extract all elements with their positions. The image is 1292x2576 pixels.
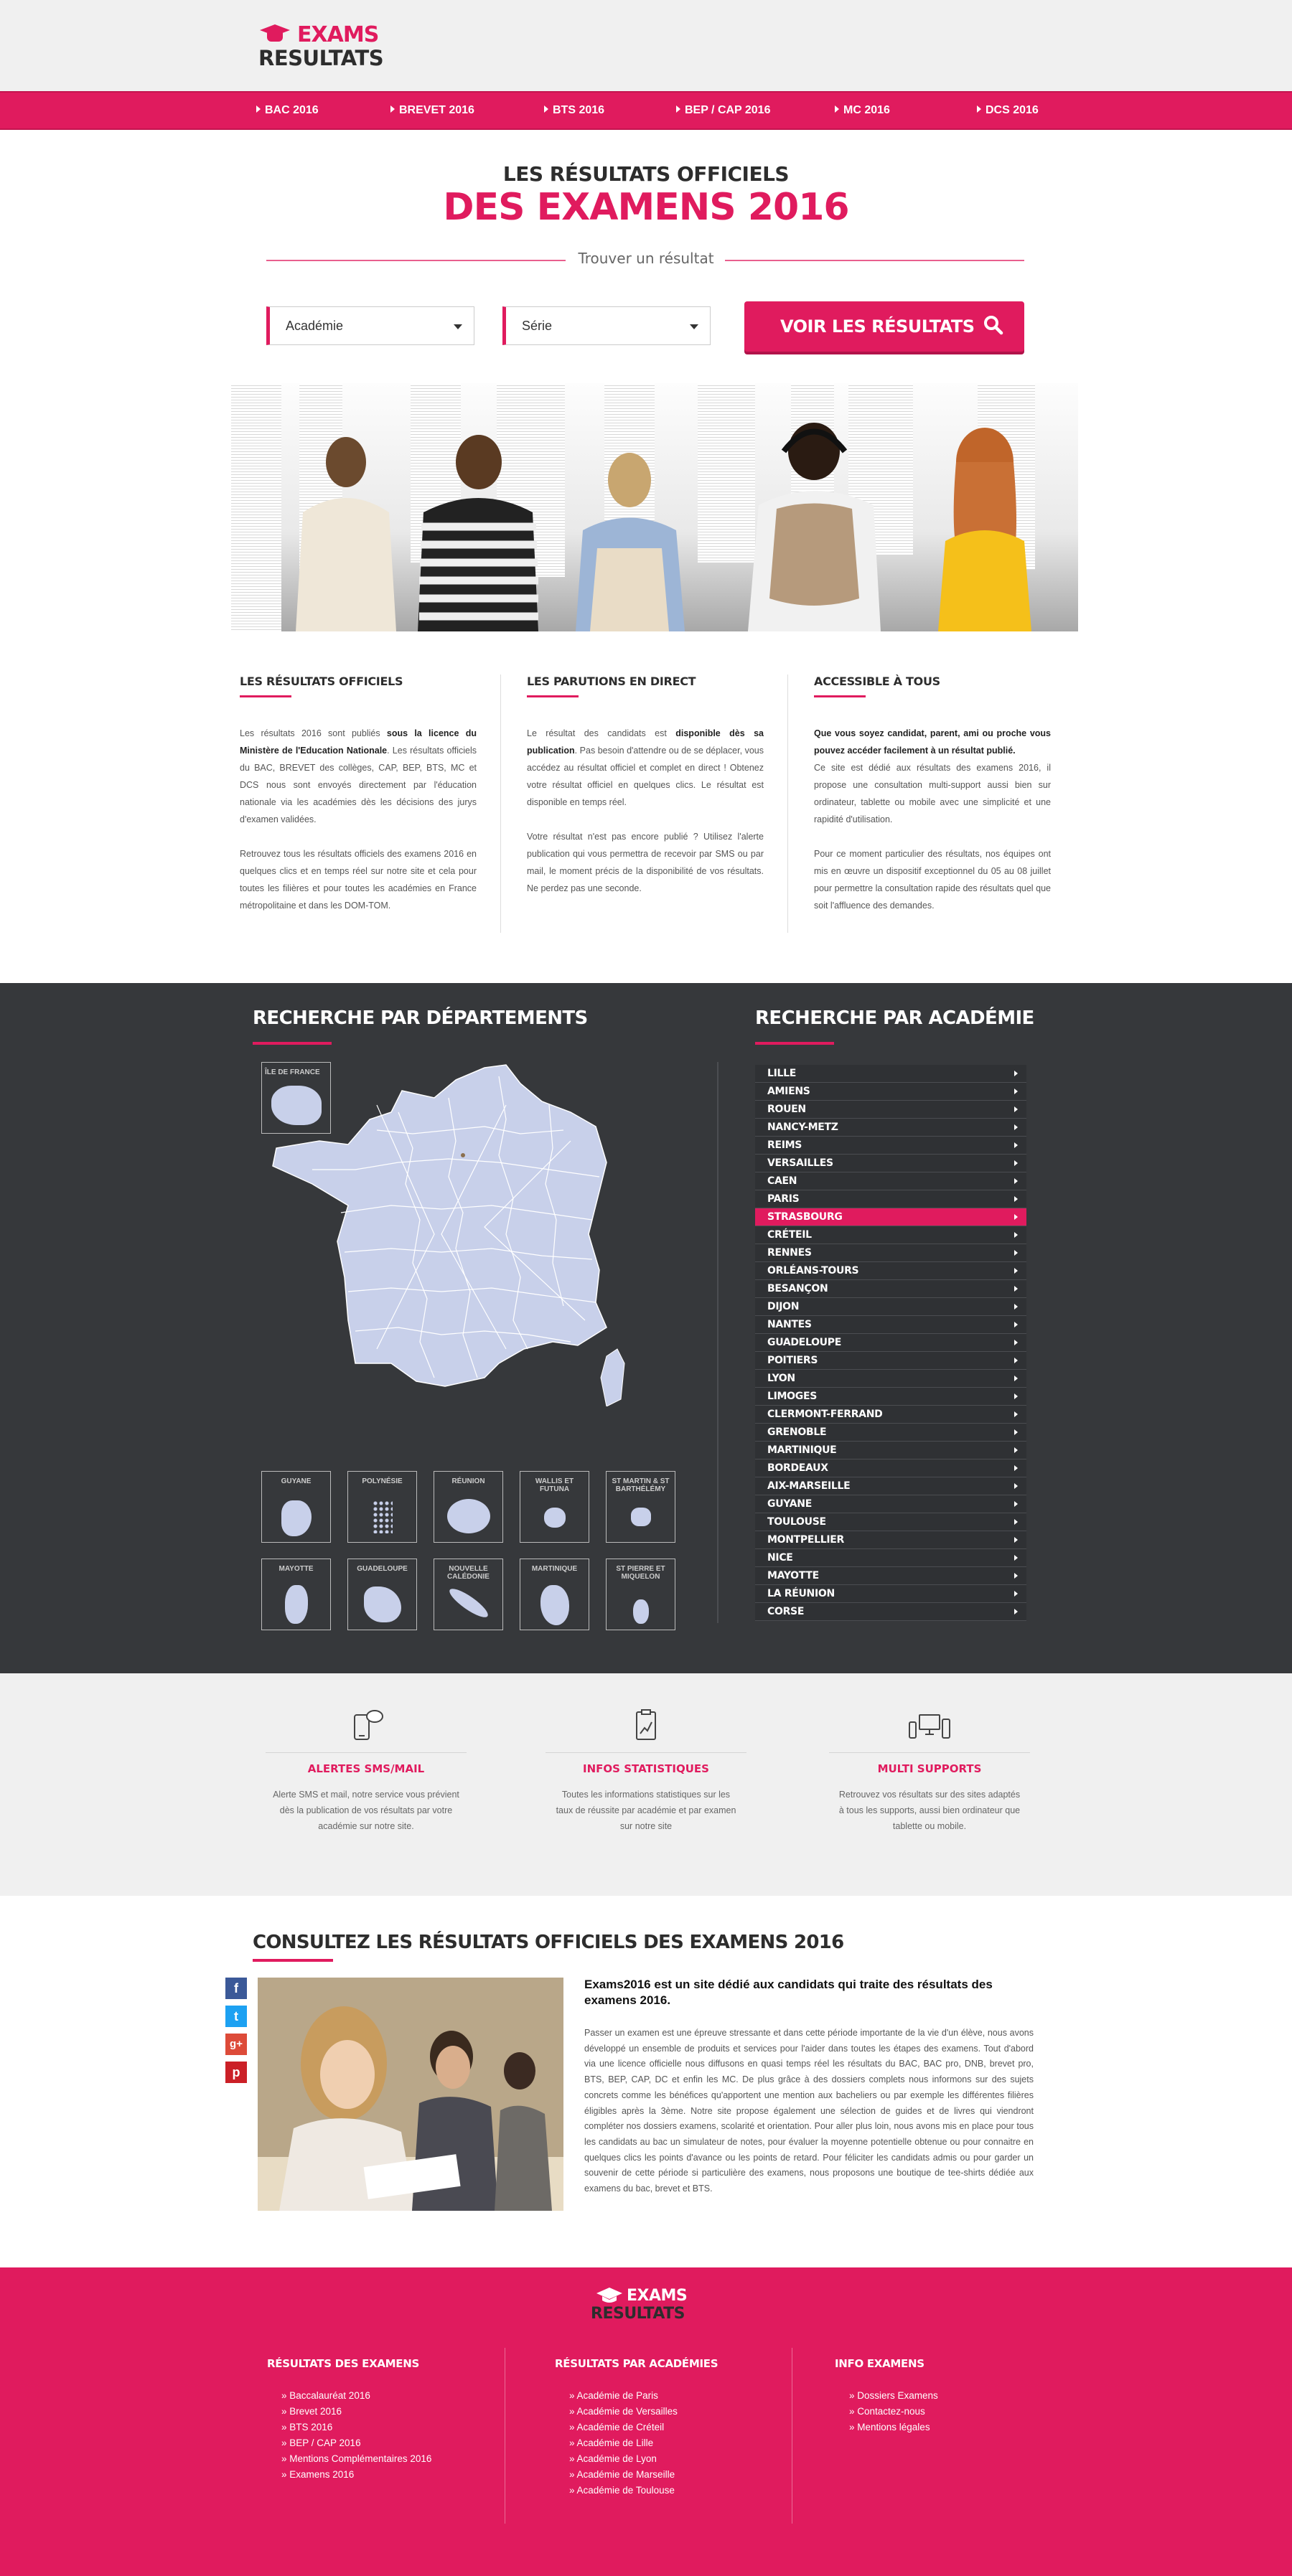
academy-label: LA RÉUNION bbox=[767, 1588, 835, 1599]
logo-text-exams: EXAMS bbox=[297, 22, 379, 47]
academy-item[interactable] bbox=[755, 1083, 1026, 1101]
google-plus-icon[interactable]: g+ bbox=[225, 2034, 247, 2055]
caret-right-icon bbox=[1014, 1393, 1018, 1399]
caret-right-icon bbox=[1014, 1447, 1018, 1453]
academy-label: MONTPELLIER bbox=[767, 1534, 845, 1546]
footer-link[interactable]: » Académie de Lyon bbox=[569, 2453, 657, 2464]
footer-link[interactable]: » Dossiers Examens bbox=[849, 2390, 938, 2401]
academy-item[interactable] bbox=[755, 1567, 1026, 1585]
footer-link[interactable]: » Contactez-nous bbox=[849, 2406, 925, 2417]
footer-link[interactable]: » Examens 2016 bbox=[281, 2469, 355, 2480]
footer-link[interactable]: » Baccalauréat 2016 bbox=[281, 2390, 370, 2401]
academy-item[interactable] bbox=[755, 1137, 1026, 1155]
academy-label: NICE bbox=[767, 1552, 793, 1564]
region-shape bbox=[285, 1585, 308, 1624]
caret-right-icon bbox=[544, 105, 548, 113]
map-inset-guadeloupe[interactable]: GUADELOUPE bbox=[347, 1559, 417, 1630]
academy-item[interactable] bbox=[755, 1442, 1026, 1459]
main-nav bbox=[0, 91, 1292, 130]
dept-search-title: RECHERCHE PAR DÉPARTEMENTS bbox=[253, 1007, 588, 1029]
col-title: LES RÉSULTATS OFFICIELS bbox=[240, 674, 403, 688]
academy-label: MAYOTTE bbox=[767, 1570, 819, 1581]
caret-right-icon bbox=[1014, 1591, 1018, 1597]
academy-item[interactable] bbox=[755, 1549, 1026, 1567]
students-banner-image bbox=[231, 383, 1078, 631]
chevron-down-icon bbox=[690, 324, 698, 329]
academy-label: AMIENS bbox=[767, 1086, 810, 1097]
academy-item[interactable] bbox=[755, 1316, 1026, 1334]
footer-link[interactable]: » Académie de Toulouse bbox=[569, 2485, 675, 2496]
region-shape bbox=[373, 1500, 393, 1533]
footer-link[interactable]: » Mentions Complémentaires 2016 bbox=[281, 2453, 432, 2464]
twitter-icon[interactable]: t bbox=[225, 2006, 247, 2027]
caret-right-icon bbox=[1014, 1214, 1018, 1220]
feature-divider bbox=[829, 1752, 1030, 1753]
academy-item[interactable] bbox=[755, 1531, 1026, 1549]
info-col-official bbox=[240, 674, 477, 931]
caret-right-icon bbox=[1014, 1268, 1018, 1274]
hero-title: DES EXAMENS 2016 bbox=[443, 186, 849, 229]
map-inset-mayotte[interactable]: MAYOTTE bbox=[261, 1559, 331, 1630]
feature-divider bbox=[546, 1752, 746, 1753]
caret-right-icon bbox=[1014, 1411, 1018, 1417]
feature-title: MULTI SUPPORTS bbox=[877, 1762, 982, 1775]
footer-link[interactable]: » BEP / CAP 2016 bbox=[281, 2438, 361, 2448]
nav-item-brevet[interactable]: BREVET 2016 bbox=[390, 104, 474, 117]
footer-logo[interactable] bbox=[591, 2287, 713, 2330]
column-divider bbox=[500, 674, 501, 933]
academy-label: STRASBOURG bbox=[767, 1211, 843, 1223]
region-shape bbox=[447, 1499, 490, 1533]
site-footer bbox=[0, 2267, 1292, 2576]
title-underline bbox=[253, 1959, 333, 1962]
academy-item[interactable] bbox=[755, 1065, 1026, 1083]
title-underline bbox=[253, 1042, 332, 1045]
footer-link[interactable]: » Académie de Lille bbox=[569, 2438, 654, 2448]
academy-item[interactable] bbox=[755, 1119, 1026, 1137]
academy-label: GUADELOUPE bbox=[767, 1337, 841, 1348]
caret-right-icon bbox=[256, 105, 261, 113]
region-shape bbox=[364, 1587, 401, 1622]
consult-body: Passer un examen est une épreuve stressante et dans cette période importante de la vie d'un élève, nous avons développé un ensemble de produits et services pour l'aider dans toutes les étapes des examens. Tout d'abord via une licence officielle nous diffusons en quasi temps réel les résultats du BAC, BAC pro, DNB, brevet pro, BTS, BEP, CAP, DC et enfin les MC. De plus grâce à des dossiers complets nous informons sur des sujets concrets comme les bénéfices qu'apportent une mention aux bacheliers ou par exemple les différentes filières éligibles après la 3ème. Notre site propose également une sélection de guides et de livres qui viendront compléter nos dossiers examens, scolarité et orientation. Pour aller plus loin, nous avons mis en place pour tous les candidats au bac un simulateur de notes, pour évaluer la moyenne potentielle obtenue ou pour connaitre en quelques clics les points d'avance ou les points de retard. Pour féliciter les candidats admis ou pour garder un souvenir de cette période si particulière des examens, nous proposons une boutique de tee-shirts dédiée aux examens du bac, brevet et BTS. bbox=[584, 2028, 1034, 2194]
academy-label: GUYANE bbox=[767, 1498, 812, 1510]
caret-right-icon bbox=[1014, 1286, 1018, 1292]
caret-right-icon bbox=[676, 105, 680, 113]
col-paragraph: Votre résultat n'est pas encore publié ? Utilisez l'alerte publication qui vous permettra de recevoir par SMS ou par mail, le moment précis de la disponibilité de vos résultats. Ne perdez pas une seconde. bbox=[527, 832, 764, 893]
feature-desc: Alerte SMS et mail, notre service vous prévient dès la publication de vos résultats par votre académie sur notre site. bbox=[273, 1790, 459, 1831]
footer-link[interactable]: » Académie de Marseille bbox=[569, 2469, 675, 2480]
map-inset-reunion[interactable]: RÉUNION bbox=[434, 1471, 503, 1543]
col-paragraph: Les résultats 2016 sont publiés sous la licence du Ministère de l'Education Nationale. Les résultats officiels du BAC, BREVET des collèges, CAP, BEP, BTS, MC et DCS nous sont envoyés directement par l'éducation nationale via les académies dès les décisions des jurys d'examen validées. bbox=[240, 728, 477, 824]
map-inset-guyane[interactable]: GUYANE bbox=[261, 1471, 331, 1543]
caret-right-icon bbox=[1014, 1106, 1018, 1112]
info-col-live bbox=[527, 674, 764, 914]
caret-right-icon bbox=[835, 105, 839, 113]
nav-item-bts[interactable]: BTS 2016 bbox=[544, 104, 604, 117]
pinterest-icon[interactable]: p bbox=[225, 2062, 247, 2083]
academy-item[interactable] bbox=[755, 1334, 1026, 1352]
caret-right-icon bbox=[1014, 1609, 1018, 1614]
graduation-cap-icon bbox=[258, 24, 291, 46]
academy-label: REIMS bbox=[767, 1139, 802, 1151]
logo-text-resultats: RESULTATS bbox=[258, 46, 384, 70]
caret-right-icon bbox=[1014, 1465, 1018, 1471]
academy-item[interactable] bbox=[755, 1459, 1026, 1477]
title-underline bbox=[527, 695, 579, 697]
academy-label: AIX-MARSEILLE bbox=[767, 1480, 851, 1492]
students-figures bbox=[231, 383, 1078, 631]
academy-label: RENNES bbox=[767, 1247, 812, 1259]
academy-item[interactable] bbox=[755, 1513, 1026, 1531]
caret-right-icon bbox=[1014, 1160, 1018, 1166]
caret-right-icon bbox=[1014, 1555, 1018, 1561]
academy-item[interactable] bbox=[755, 1262, 1026, 1280]
col-paragraph: Retrouvez tous les résultats officiels des examens 2016 en quelques clics et en temps réel sur notre site et cela pour toutes les filières et pour toutes les académies en France métropolitaine et dans les DOM-TOM. bbox=[240, 849, 477, 911]
footer-col-title: INFO EXAMENS bbox=[835, 2357, 924, 2370]
nav-item-mc[interactable]: MC 2016 bbox=[835, 104, 890, 117]
academy-label: NANTES bbox=[767, 1319, 812, 1330]
academie-select[interactable]: Académie bbox=[266, 306, 474, 345]
academy-item[interactable] bbox=[755, 1477, 1026, 1495]
region-shape bbox=[633, 1599, 649, 1624]
map-inset-martinique[interactable]: MARTINIQUE bbox=[520, 1559, 589, 1630]
footer-logo-resultats: RESULTATS bbox=[591, 2305, 685, 2323]
acad-search-title: RECHERCHE PAR ACADÉMIE bbox=[755, 1007, 1034, 1029]
search-section bbox=[0, 983, 1292, 1673]
divider-right bbox=[725, 260, 1024, 261]
col-paragraph: Le résultat des candidats est disponible dès sa publication. Pas besoin d'attendre ou de se déplacer, vous accédez au résultat officiel et complet en direct ! Obtenez votre résultat officiel en quelques clics. Le résultat est disponible en temps réel. bbox=[527, 728, 764, 807]
facebook-icon[interactable]: f bbox=[225, 1978, 247, 1999]
map-inset-polynesie[interactable]: POLYNÉSIE bbox=[347, 1471, 417, 1543]
academy-label: CAEN bbox=[767, 1175, 797, 1187]
map-inset-st-pierre[interactable]: ST PIERRE ET MIQUELON bbox=[606, 1559, 675, 1630]
info-columns bbox=[0, 631, 1292, 983]
academy-label: NANCY-METZ bbox=[767, 1122, 838, 1133]
academy-item[interactable] bbox=[755, 1406, 1026, 1424]
map-inset-st-martin[interactable]: ST MARTIN & ST BARTHÉLÉMY bbox=[606, 1471, 675, 1543]
academy-label: CRÉTEIL bbox=[767, 1229, 812, 1241]
site-logo[interactable] bbox=[258, 24, 388, 72]
caret-right-icon bbox=[1014, 1124, 1018, 1130]
caret-right-icon bbox=[1014, 1196, 1018, 1202]
col-title: ACCESSIBLE À TOUS bbox=[814, 674, 940, 688]
academy-item[interactable] bbox=[755, 1190, 1026, 1208]
academy-label: POITIERS bbox=[767, 1355, 818, 1366]
graduation-cap-icon bbox=[596, 2288, 622, 2305]
academy-item[interactable] bbox=[755, 1388, 1026, 1406]
students-exam-illustration bbox=[258, 1978, 563, 2211]
footer-link[interactable]: » Académie de Versailles bbox=[569, 2406, 678, 2417]
academy-item[interactable] bbox=[755, 1155, 1026, 1172]
footer-link[interactable]: » Mentions légales bbox=[849, 2422, 930, 2432]
academy-item[interactable] bbox=[755, 1280, 1026, 1298]
chevron-down-icon bbox=[454, 324, 462, 329]
academy-label: BESANÇON bbox=[767, 1283, 828, 1294]
serie-select[interactable]: Série bbox=[502, 306, 711, 345]
caret-right-icon bbox=[1014, 1250, 1018, 1256]
academy-item[interactable] bbox=[755, 1298, 1026, 1316]
caret-right-icon bbox=[1014, 1358, 1018, 1363]
academy-item[interactable] bbox=[755, 1101, 1026, 1119]
nav-item-dcs[interactable]: DCS 2016 bbox=[977, 104, 1039, 117]
academy-label: GRENOBLE bbox=[767, 1426, 827, 1438]
caret-right-icon bbox=[1014, 1071, 1018, 1076]
caret-right-icon bbox=[1014, 1178, 1018, 1184]
caret-right-icon bbox=[1014, 1376, 1018, 1381]
caret-right-icon bbox=[1014, 1501, 1018, 1507]
academy-label: CLERMONT-FERRAND bbox=[767, 1409, 883, 1420]
academy-label: LYON bbox=[767, 1373, 795, 1384]
region-shape bbox=[446, 1584, 491, 1621]
site-header bbox=[0, 0, 1292, 91]
footer-link[interactable]: » Académie de Paris bbox=[569, 2390, 658, 2401]
nav-item-bep-cap[interactable]: BEP / CAP 2016 bbox=[676, 104, 770, 117]
footer-link[interactable]: » Brevet 2016 bbox=[281, 2406, 342, 2417]
academy-label: VERSAILLES bbox=[767, 1157, 833, 1169]
footer-link[interactable]: » BTS 2016 bbox=[281, 2422, 333, 2432]
search-icon bbox=[983, 314, 1004, 336]
academy-item[interactable] bbox=[755, 1370, 1026, 1388]
caret-right-icon bbox=[1014, 1519, 1018, 1525]
caret-right-icon bbox=[390, 105, 395, 113]
academy-item[interactable] bbox=[755, 1244, 1026, 1262]
sms-mail-icon bbox=[345, 1709, 388, 1742]
feature-desc: Retrouvez vos résultats sur des sites adaptés à tous les supports, aussi bien ordinateur que tablette ou mobile. bbox=[838, 1790, 1021, 1831]
academy-item[interactable] bbox=[755, 1495, 1026, 1513]
consult-lead: Exams2016 est un site dédié aux candidats qui traite des résultats des examens 2016. bbox=[584, 1978, 993, 2007]
academy-label: LILLE bbox=[767, 1068, 797, 1079]
caret-right-icon bbox=[1014, 1142, 1018, 1148]
statistics-icon bbox=[624, 1709, 668, 1742]
region-shape bbox=[540, 1585, 569, 1625]
map-inset-wallis-futuna[interactable]: WALLIS ET FUTUNA bbox=[520, 1471, 589, 1543]
caret-right-icon bbox=[1014, 1089, 1018, 1094]
region-shape bbox=[631, 1508, 651, 1526]
map-inset-nouvelle-caledonie[interactable]: NOUVELLE CALÉDONIE bbox=[434, 1559, 503, 1630]
feature-divider bbox=[266, 1752, 467, 1753]
find-result-label: Trouver un résultat bbox=[578, 250, 714, 267]
caret-right-icon bbox=[977, 105, 981, 113]
caret-right-icon bbox=[1014, 1537, 1018, 1543]
caret-right-icon bbox=[1014, 1232, 1018, 1238]
academy-list bbox=[755, 1065, 1026, 1621]
consult-title: CONSULTEZ LES RÉSULTATS OFFICIELS DES EXAMENS 2016 bbox=[253, 1932, 844, 1953]
academy-label: CORSE bbox=[767, 1606, 805, 1617]
students-exam-photo bbox=[258, 1978, 563, 2211]
academy-item[interactable] bbox=[755, 1603, 1026, 1621]
region-shape bbox=[281, 1500, 312, 1536]
academy-item[interactable] bbox=[755, 1208, 1026, 1226]
region-shape bbox=[544, 1508, 566, 1528]
title-underline bbox=[814, 695, 866, 697]
france-map[interactable] bbox=[269, 1062, 628, 1406]
footer-logo-exams: EXAMS bbox=[627, 2287, 688, 2305]
feature-title: INFOS STATISTIQUES bbox=[583, 1762, 709, 1775]
caret-right-icon bbox=[1014, 1304, 1018, 1310]
features-section bbox=[0, 1673, 1292, 1896]
academy-label: ROUEN bbox=[767, 1104, 806, 1115]
footer-link[interactable]: » Académie de Créteil bbox=[569, 2422, 665, 2432]
col-paragraph: Que vous soyez candidat, parent, ami ou proche vous pouvez accéder facilement à un résultat publié. Ce site est dédié aux résultats des examens 2016, il propose une consultation multi-support aussi bien sur ordinateur, tablette ou mobile avec une simplicité et une rapidité d'utilisation. bbox=[814, 728, 1051, 824]
academy-label: DIJON bbox=[767, 1301, 800, 1312]
academy-label: BORDEAUX bbox=[767, 1462, 828, 1474]
info-col-accessible bbox=[814, 674, 1051, 931]
academy-item[interactable] bbox=[755, 1585, 1026, 1603]
feature-desc: Toutes les informations statistiques sur les taux de réussite par académie et par examen sur notre site bbox=[556, 1790, 736, 1831]
col-title: LES PARUTIONS EN DIRECT bbox=[527, 674, 696, 688]
caret-right-icon bbox=[1014, 1340, 1018, 1345]
academy-item[interactable] bbox=[755, 1172, 1026, 1190]
nav-item-bac[interactable]: BAC 2016 bbox=[256, 104, 319, 117]
caret-right-icon bbox=[1014, 1483, 1018, 1489]
academy-item[interactable] bbox=[755, 1352, 1026, 1370]
col-paragraph: Pour ce moment particulier des résultats, nos équipes ont mis en œuvre un dispositif exceptionnel du 05 au 08 juillet pour permettre la consultation rapide des résultats quel que soit l'affluence des demandes. bbox=[814, 849, 1051, 911]
academy-label: LIMOGES bbox=[767, 1391, 818, 1402]
title-underline bbox=[755, 1042, 834, 1045]
consult-section bbox=[0, 1896, 1292, 2267]
section-divider bbox=[717, 1062, 718, 1623]
column-divider bbox=[787, 674, 788, 933]
academy-label: ORLÉANS-TOURS bbox=[767, 1265, 859, 1277]
feature-title: ALERTES SMS/MAIL bbox=[307, 1762, 425, 1775]
academy-item[interactable] bbox=[755, 1424, 1026, 1442]
map-inset-ile-de-france[interactable]: ÎLE DE FRANCE bbox=[261, 1062, 331, 1134]
title-underline bbox=[240, 695, 291, 697]
multi-device-icon bbox=[908, 1709, 951, 1742]
see-results-button[interactable]: VOIR LES RÉSULTATS bbox=[744, 301, 1024, 352]
caret-right-icon bbox=[1014, 1573, 1018, 1579]
footer-col-title: RÉSULTATS PAR ACADÉMIES bbox=[555, 2357, 718, 2370]
academy-item[interactable] bbox=[755, 1226, 1026, 1244]
academy-label: PARIS bbox=[767, 1193, 800, 1205]
caret-right-icon bbox=[1014, 1322, 1018, 1327]
academy-label: MARTINIQUE bbox=[767, 1444, 837, 1456]
footer-col-title: RÉSULTATS DES EXAMENS bbox=[267, 2357, 419, 2370]
hero-subtitle: LES RÉSULTATS OFFICIELS bbox=[502, 162, 790, 186]
academy-label: TOULOUSE bbox=[767, 1516, 826, 1528]
caret-right-icon bbox=[1014, 1429, 1018, 1435]
